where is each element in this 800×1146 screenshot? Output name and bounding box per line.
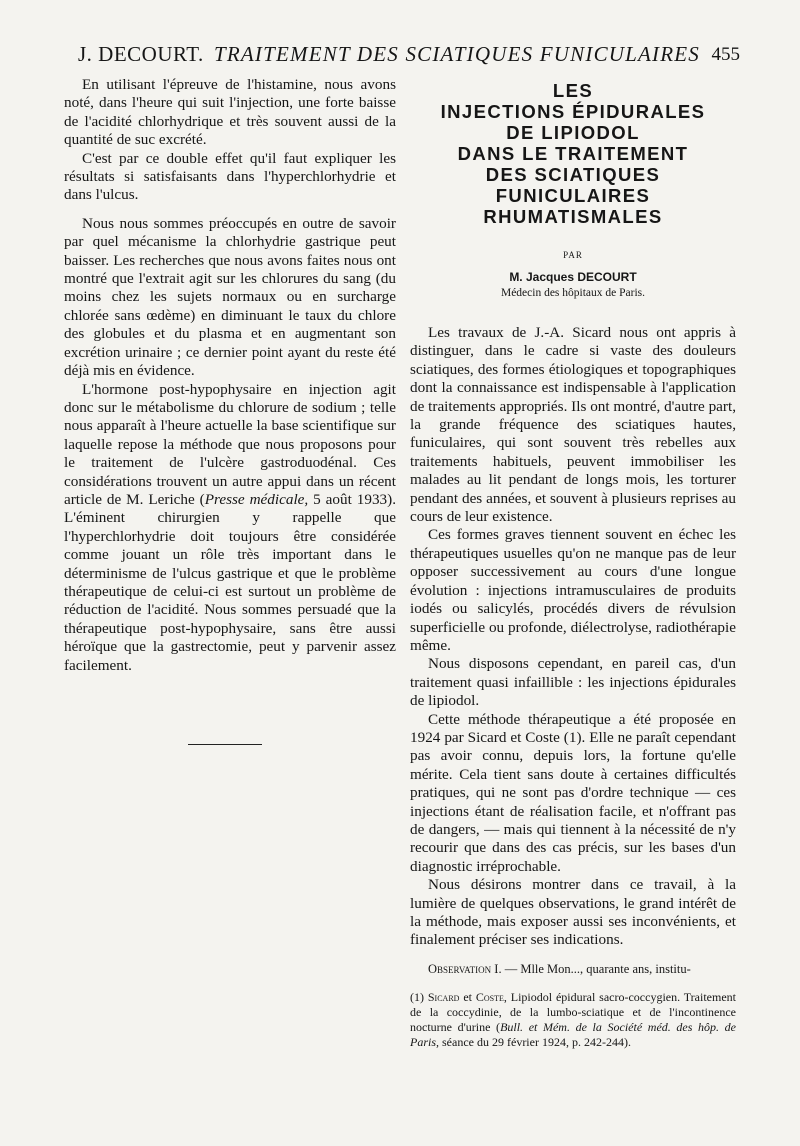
footnote-text: et [459, 990, 476, 1004]
left-paragraph: C'est par ce double effet qu'il faut expliquer les résultats si satisfaisants dans l'hyperchlorhydrie et dans l'ulcus. [64, 149, 396, 204]
article-paragraph: Nous disposons cependant, en pareil cas, d'un traitement quasi infaillible : les injections épidurales de lipiodol. [410, 655, 736, 710]
journal-citation: Presse médicale, [204, 490, 309, 508]
par-label: PAR [563, 250, 583, 260]
section-divider [188, 744, 262, 745]
footnote-text: , Lipiodol épidural sacro-coccygien. Traitement de la coccydinie, de la lumbo-sciatique et de l'incontinence nocturne d'urine ( [410, 990, 736, 1034]
page-number: 455 [711, 44, 740, 65]
title-line: DE LIPIODOL [506, 122, 640, 143]
running-header [78, 42, 740, 72]
footnote-marker: (1) [410, 990, 428, 1004]
observation-text: — Mlle Mon..., quarante ans, institu- [501, 962, 691, 976]
left-paragraph: En utilisant l'épreuve de l'histamine, nous avons noté, dans l'heure qui suit l'injection, une forte baisse de l'acidité chlorhydrique et très souvent aussi de la quantité de suc excrété. [64, 76, 396, 149]
observation-label: Observation I. [428, 962, 502, 976]
header-running-title: TRAITEMENT DES SCIATIQUES FUNICULAIRES [214, 42, 701, 66]
observation-line [410, 962, 736, 977]
left-paragraph [64, 381, 396, 676]
footnote-text: séance du 29 février 1924, p. 242-244). [439, 1035, 631, 1049]
header-author: J. DECOURT. [78, 42, 204, 66]
footnote-author: Coste [475, 990, 504, 1004]
title-line: DANS LE TRAITEMENT [457, 143, 689, 164]
left-paragraph-text: 5 août 1933). L'éminent chirurgien y rappelle que l'hyperchlorhydrie doit toujours être considérée comme jouant un rôle très important dans le déterminisme de l'ulcus gastrique et que le problème thérapeutique de celui-ci est surtout un problème de réduction de l'acidité. Nous sommes persuadé que la thérapeutique post-hypophysaire, sans être aussi héroïque que la gastrectomie, peut y parvenir assez facilement. [64, 490, 396, 674]
title-line: INJECTIONS ÉPIDURALES [440, 101, 706, 122]
footnote [410, 990, 736, 1050]
title-line: RHUMATISMALES [483, 206, 663, 227]
title-line: FUNICULAIRES [495, 185, 651, 206]
article-paragraph: Nous désirons montrer dans ce travail, à la lumière de quelques observations, le grand intérêt de la méthode, mais exposer aussi ses inconvénients, et finalement préciser ses indications. [410, 876, 736, 949]
right-column [410, 324, 736, 950]
title-line: DES SCIATIQUES [485, 164, 661, 185]
footnote-author: Sicard [427, 990, 460, 1004]
article-title [410, 80, 736, 227]
article-paragraph: Ces formes graves tiennent souvent en échec les thérapeutiques usuelles qu'on ne manque pas de leur opposer successivement au cours d'une longue évolution : injections intramusculaires de produits iodés ou salicylés, procédés divers de révulsion superficielle ou profonde, diélectrolyse, radiothérapie même. [410, 526, 736, 654]
footnote-journal: Bull. et Mém. de la Société méd. des hôp. de Paris, [410, 1020, 736, 1049]
left-paragraph: Nous nous sommes préoccupés en outre de savoir par quel mécanisme la chlorhydrie gastrique peut baisser. Les recherches que nous avons faites nous ont montré que l'extrait agit sur les chlorures du sang (du moins chez les sujets normaux ou en surcharge chlorée sans œdème) en diminuant le taux du chlore des globules et du plasma et en augmentant son excrétion urinaire ; ce dernier point ayant du reste été déjà mis en évidence. [64, 214, 396, 380]
author-byline: M. Jacques DECOURT [509, 270, 637, 284]
article-paragraph: Cette méthode thérapeutique a été proposée en 1924 par Sicard et Coste (1). Elle ne paraît cependant pas avoir connu, depuis lors, la fortune qu'elle mérite. Cela tient sans doute à certaines difficultés pratiques, qui ne sont pas d'ordre technique — ces injections étant de réalisation facile, et n'offrant pas de dangers, — mais qui tiennent à la nécessité de n'y recourir que dans des cas précis, sur les bases d'un diagnostic irréprochable. [410, 710, 736, 875]
author-affiliation: Médecin des hôpitaux de Paris. [500, 287, 646, 299]
left-column [64, 76, 396, 675]
title-line: LES [552, 80, 594, 101]
left-paragraph-text: L'hormone post-hypophysaire en injection agit donc sur le métabolisme du chlorure de sodium ; telle nous apparaît à l'heure actuelle la base scientifique sur laquelle repose la méthode que nous proposons pour le traitement de l'ulcère gastroduodénal. Ces considérations trouvent un autre appui dans un récent article de M. Leriche ( [64, 380, 396, 508]
article-paragraph: Les travaux de J.-A. Sicard nous ont appris à distinguer, dans le cadre si vaste des douleurs sciatiques, des formes étiologiques et topographiques dont la connaissance est indispensable à l'application de traitements appropriés. Ils ont montré, d'autre part, la grande fréquence des sciatiques hautes, funiculaires, qui sont souvent très rebelles aux traitements habituels, peuvent immobiliser les malades au lit pendant de longs mois, les torturer pendant des années, et souvent à plusieurs reprises au cours de leur existence. [410, 324, 736, 526]
